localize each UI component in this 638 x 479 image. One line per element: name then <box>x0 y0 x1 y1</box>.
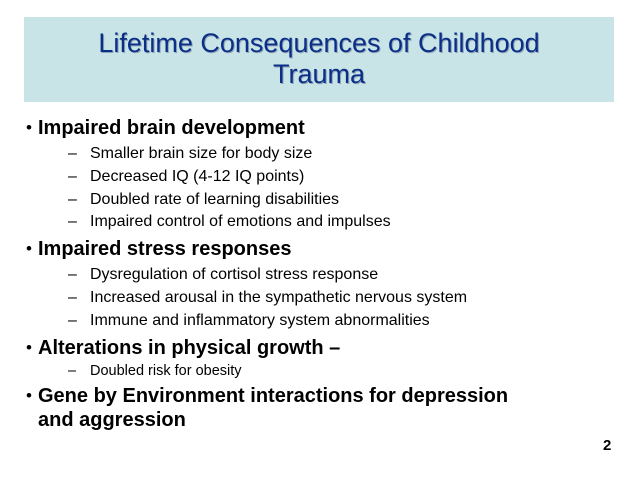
dash-icon: – <box>68 312 77 329</box>
bullet-label-line-2: and aggression <box>38 409 186 431</box>
sub-item-label: Smaller brain size for body size <box>90 145 313 162</box>
sub-item-label: Dysregulation of cortisol stress response <box>90 266 379 283</box>
bullet-dot-icon: • <box>26 118 32 137</box>
dash-icon: – <box>68 168 77 185</box>
slide-title-line-2: Trauma <box>272 59 366 89</box>
bullet-brain-development <box>26 116 305 140</box>
dash-icon: – <box>68 363 77 379</box>
bullet-label-line-1: Gene by Environment interactions for depression <box>38 385 509 407</box>
dash-icon: – <box>68 289 77 306</box>
dash-icon: – <box>68 145 77 162</box>
bullet-label: Impaired stress responses <box>38 238 292 260</box>
dash-icon: – <box>68 191 77 208</box>
bullet-gene-environment <box>26 384 509 432</box>
slide-title-line-1: Lifetime Consequences of Childhood <box>98 28 540 58</box>
sub-item <box>68 265 379 285</box>
sub-item <box>68 167 305 187</box>
sub-item-label: Doubled risk for obesity <box>90 363 242 379</box>
bullet-physical-growth <box>26 336 341 360</box>
slide-title <box>24 28 614 90</box>
dash-icon: – <box>68 213 77 230</box>
bullet-dot-icon: • <box>26 338 32 357</box>
sub-item-label: Doubled rate of learning disabilities <box>90 191 340 208</box>
sub-item <box>68 288 468 308</box>
sub-item <box>68 311 430 331</box>
sub-item-label: Increased arousal in the sympathetic nervous system <box>90 289 468 306</box>
bullet-stress-responses <box>26 237 292 261</box>
bullet-dot-icon: • <box>26 239 32 258</box>
title-banner <box>24 17 614 102</box>
sub-item <box>68 190 340 210</box>
sub-item <box>68 361 242 381</box>
page-number: 2 <box>603 437 612 454</box>
sub-item-label: Decreased IQ (4-12 IQ points) <box>90 168 305 185</box>
sub-item <box>68 144 313 164</box>
bullet-label: Alterations in physical growth – <box>38 337 341 359</box>
dash-icon: – <box>68 266 77 283</box>
bullet-dot-icon: • <box>26 386 32 405</box>
bullet-label: Impaired brain development <box>38 117 305 139</box>
sub-item-label: Immune and inflammatory system abnormalities <box>90 312 430 329</box>
sub-item <box>68 212 391 232</box>
sub-item-label: Impaired control of emotions and impulses <box>90 213 391 230</box>
